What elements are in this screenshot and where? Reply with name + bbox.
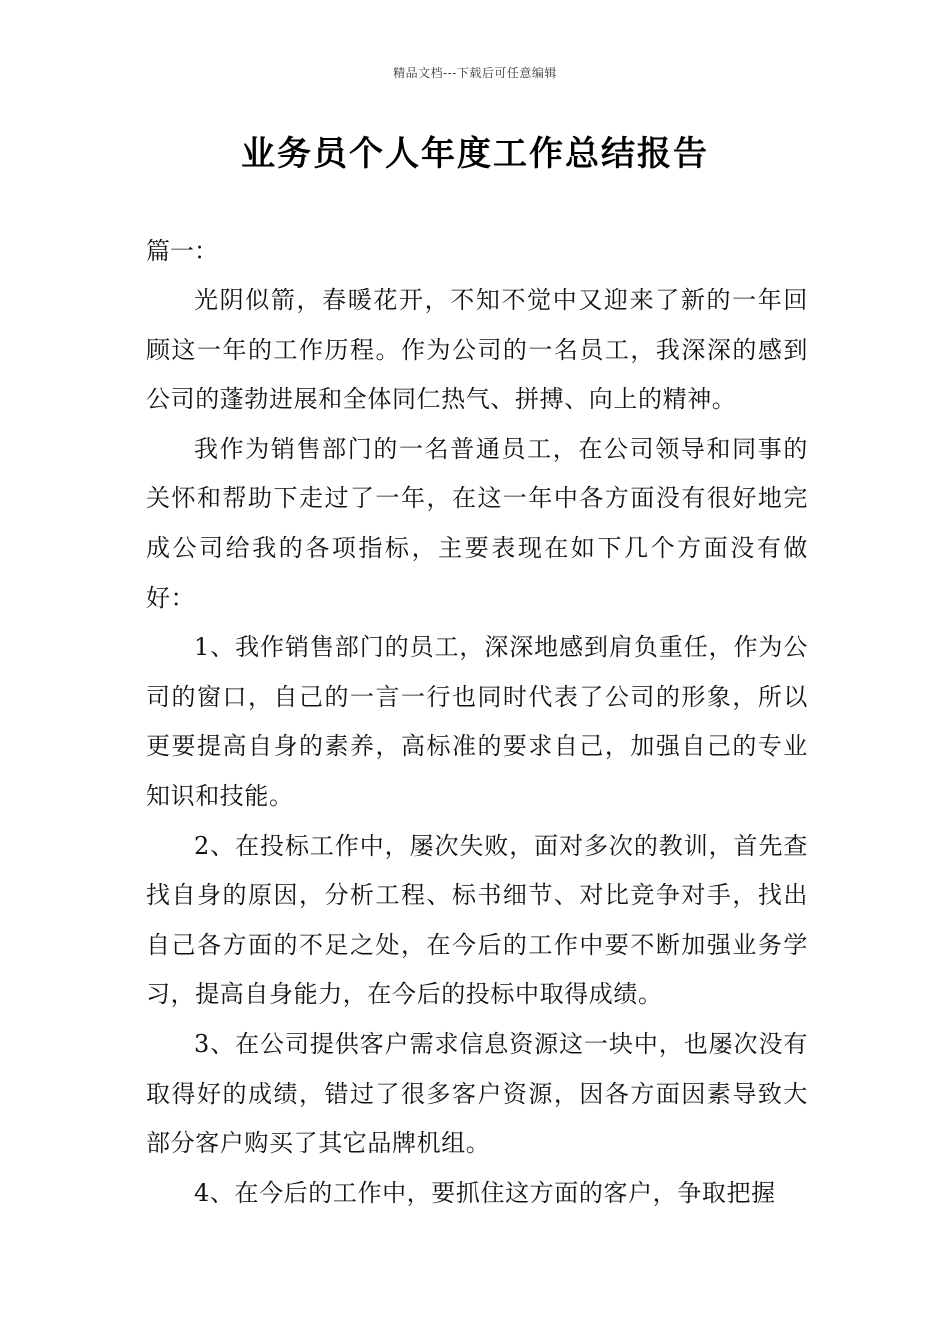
paragraph-intro: 光阴似箭，春暖花开，不知不觉中又迎来了新的一年回顾这一年的工作历程。作为公司的一名员工，我深深的感到公司的蓬勃进展和全体同仁热气、拼搏、向上的精神。 <box>146 286 808 414</box>
paragraph-point-3: 3、在公司提供客户需求信息资源这一块中，也屡次没有取得好的成绩，错过了很多客户资源，因各方面因素导致大部分客户购买了其它品牌机组。 <box>146 1029 808 1158</box>
paragraph-point-2: 2、在投标工作中，屡次失败，面对多次的教训，首先查找自身的原因，分析工程、标书细节、对比竞争对手，找出自己各方面的不足之处，在今后的工作中要不断加强业务学习，提高自身能力，在今后的投标中取得成绩。 <box>146 831 808 1009</box>
document-title: 业务员个人年度工作总结报告 <box>241 134 709 174</box>
paragraph-point-4: 4、在今后的工作中，要抓住这方面的客户，争取把握 <box>194 1178 776 1207</box>
page-header-note: 精品文档---下载后可任意编辑 <box>393 66 557 80</box>
section-label: 篇一： <box>146 237 218 265</box>
document-body <box>146 226 808 1218</box>
paragraph-summary: 我作为销售部门的一名普通员工，在公司领导和同事的关怀和帮助下走过了一年，在这一年中各方面没有很好地完成公司给我的各项指标，主要表现在如下几个方面没有做好： <box>146 434 808 612</box>
paragraph-point-1: 1、我作销售部门的员工，深深地感到肩负重任，作为公司的窗口，自己的一言一行也同时代表了公司的形象，所以更要提高自身的素养，高标准的要求自己，加强自己的专业知识和技能。 <box>146 633 808 810</box>
